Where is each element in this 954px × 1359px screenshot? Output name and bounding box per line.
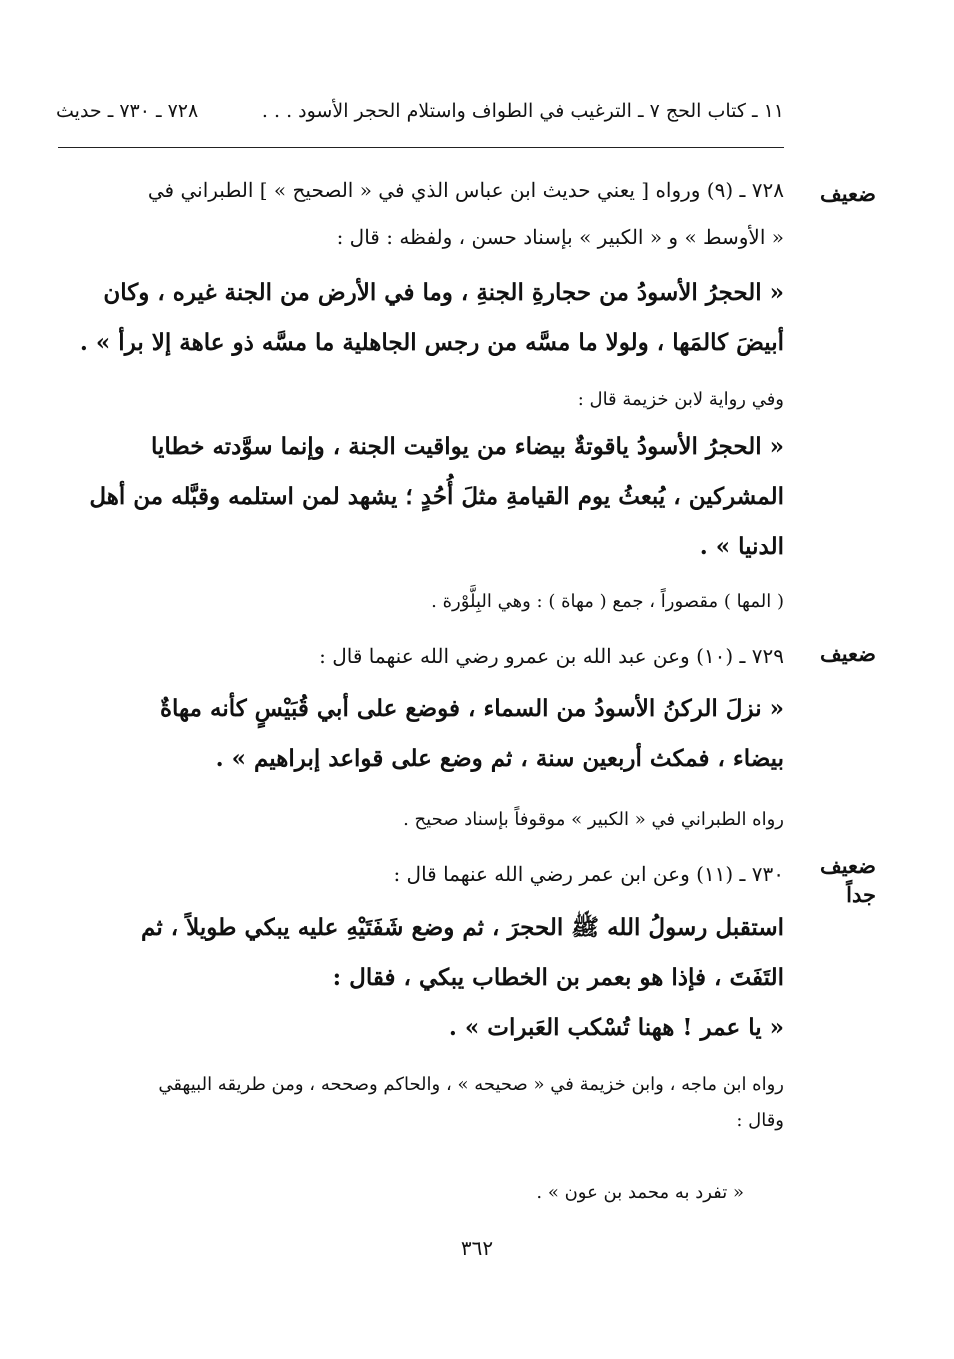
text-line: « الأوسط » و « الكبير » بإسناد حسن ، ولفظه : قال : xyxy=(336,225,784,249)
hadith-730-source xyxy=(54,1067,784,1139)
grade-label-729: ضعيف xyxy=(819,641,876,666)
hadith-730-text xyxy=(54,903,784,1053)
glossary-note-728 xyxy=(84,584,784,620)
running-header xyxy=(56,100,784,134)
header-chapter-title: ١١ ـ كتاب الحج ٧ ـ الترغيب في الطواف واستلام الحجر الأسود . . . xyxy=(261,100,784,122)
text-line: ٧٢٩ ـ (١٠) وعن عبد الله بن عمرو رضي الله عنهما قال : xyxy=(319,644,784,668)
text-line: « نزلَ الركنُ الأسودُ من السماء ، فوضع على أبي قُبَيْسٍ كأنه مهاةٌ xyxy=(160,695,784,722)
hadith-728-intro-2 xyxy=(84,219,784,255)
header-hadith-range: ٧٢٨ ـ ٧٣٠ ـ حديث xyxy=(56,100,199,122)
hadith-728-intro xyxy=(84,172,784,208)
text-line: وفي رواية لابن خزيمة قال : xyxy=(577,389,784,410)
grade-label-730: ضعيف xyxy=(819,853,876,878)
text-line: التَفَتَ ، فإذا هو بعمر بن الخطاب يبكي ، فقال : xyxy=(332,964,784,991)
text-line: رواه ابن ماجه ، وابن خزيمة في « صحيحه » ، والحاكم وصححه ، ومن طريقه البيهقي xyxy=(158,1074,784,1095)
hadith-730-intro xyxy=(84,856,784,892)
text-line: « تفرد به محمد بن عون » . xyxy=(536,1182,744,1203)
hadith-729-source xyxy=(84,802,784,838)
text-line: أبيضَ كالمَها ، ولولا ما مسَّه من رجس الجاهلية ما مسَّه ذو عاهة إلا برأ » . xyxy=(79,329,784,356)
text-line: « الحجرُ الأسودُ ياقوتةٌ بيضاء من يواقيت الجنة ، وإنما سوَّدته خطايا xyxy=(150,433,784,460)
text-line: بيضاء ، فمكث أربعين سنة ، ثم وضع على قواعد إبراهيم » . xyxy=(215,745,784,772)
hadith-729-intro xyxy=(84,638,784,674)
text-line: ٧٢٨ ـ (٩) ورواه [ يعني حديث ابن عباس الذي في « الصحيح » ] الطبراني في xyxy=(147,178,784,202)
text-line: ( المها ) مقصوراً ، جمع ( مهاة ) : وهي البِلَّوْرة . xyxy=(431,591,784,612)
text-line: المشركين ، يُبعثُ يوم القيامةِ مثلَ أُحُدٍ ؛ يشهد لمن استلمه وقبَّله من أهل xyxy=(89,483,784,510)
text-line: الدنيا » . xyxy=(699,533,784,560)
text-line: وقال : xyxy=(736,1110,784,1131)
text-line: استقبل رسولُ الله ﷺ الحجرَ ، ثم وضع شَفَتَيْهِ عليه يبكي طويلاً ، ثم xyxy=(141,914,784,941)
text-line: « الحجرُ الأسودُ من حجارةِ الجنةِ ، وما في الأرض من الجنة غيره ، وكان xyxy=(103,279,784,306)
hadith-730-quote xyxy=(84,1175,744,1211)
hadith-728-text xyxy=(54,268,784,368)
text-line: « يا عمر ! ههنا تُسْكب العَبرات » . xyxy=(448,1014,784,1041)
text-line: رواه الطبراني في « الكبير » موقوفاً بإسناد صحيح . xyxy=(403,809,784,830)
grade-label-728: ضعيف xyxy=(819,181,876,206)
header-divider xyxy=(58,147,784,148)
text-line: ٧٣٠ ـ (١١) وعن ابن عمر رضي الله عنهما قال : xyxy=(393,862,784,886)
hadith-729-text xyxy=(54,684,784,784)
variant-intro-728 xyxy=(84,382,784,418)
grade-qualifier-730: جداً xyxy=(846,882,876,907)
page-number: ٣٦٢ xyxy=(460,1236,494,1260)
hadith-728-variant xyxy=(54,422,784,572)
